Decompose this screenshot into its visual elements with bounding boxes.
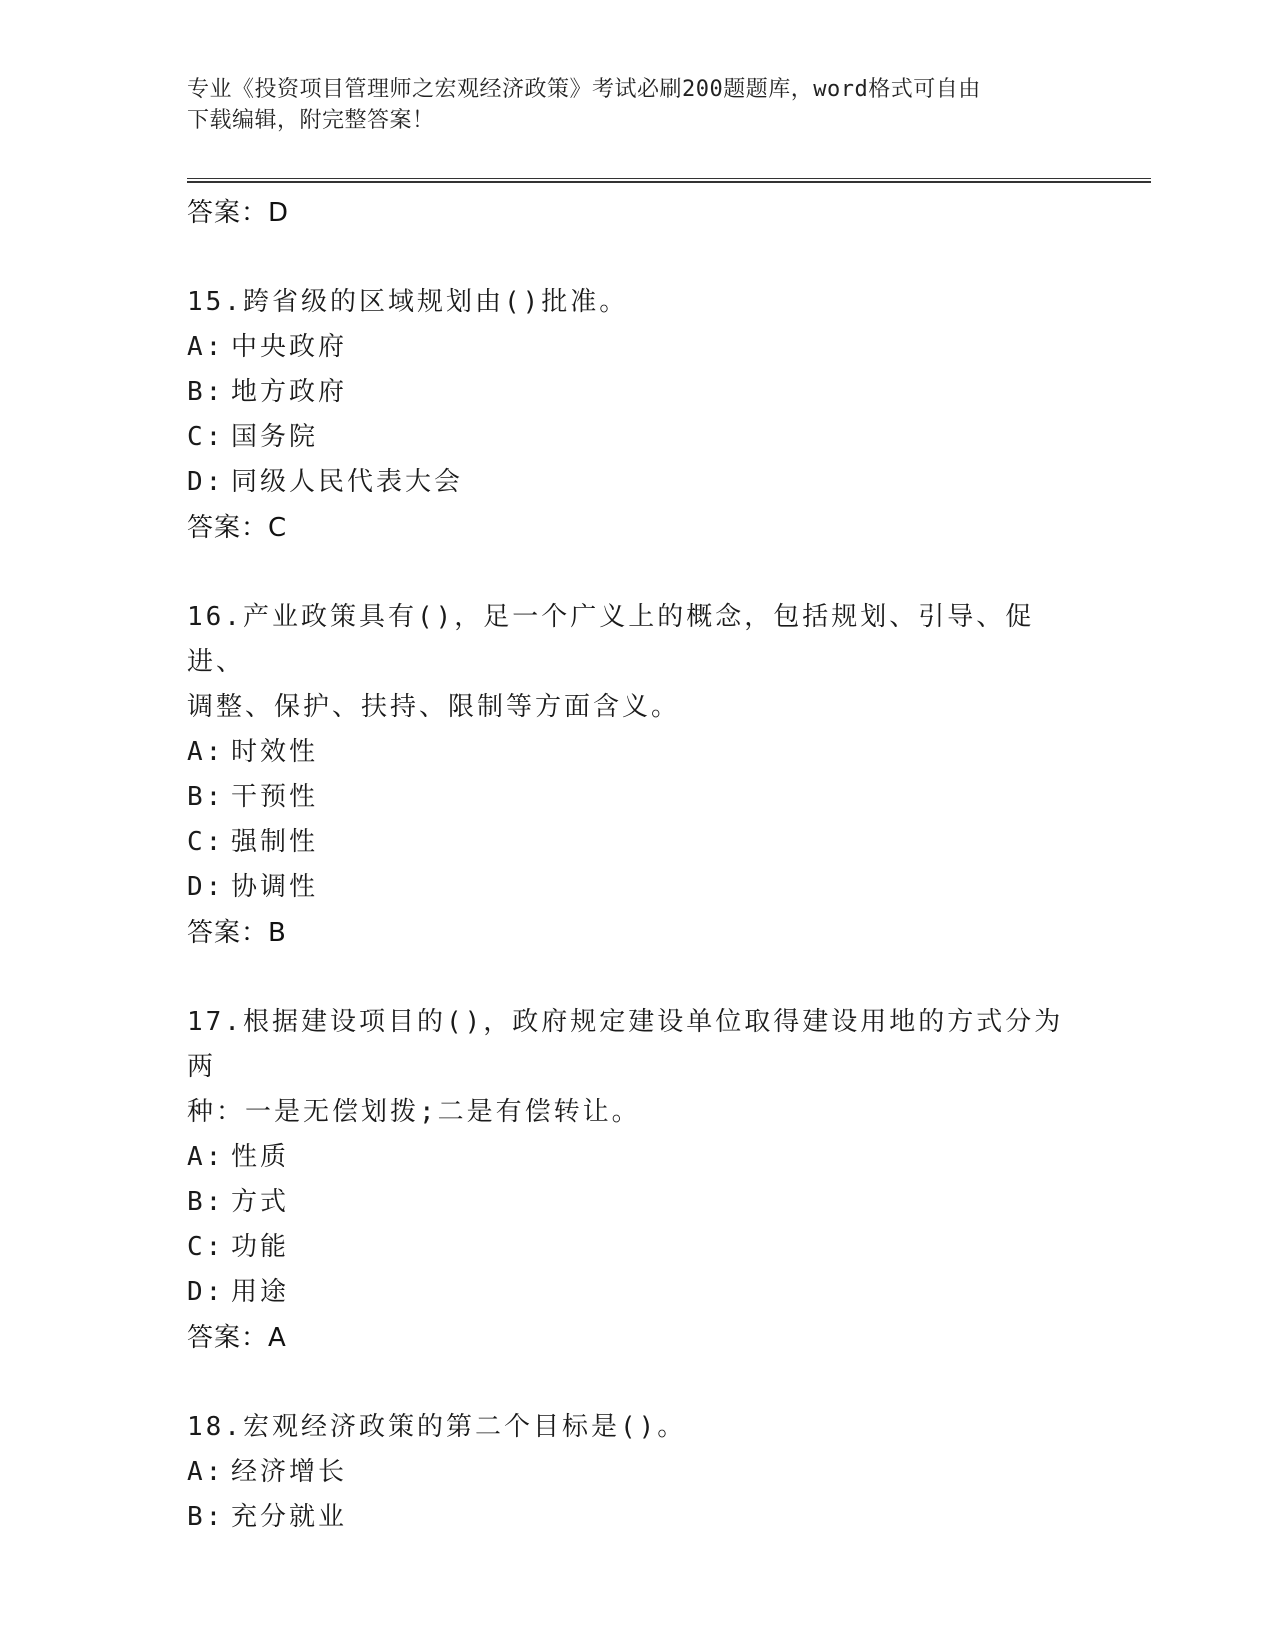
option-letter: B: bbox=[187, 1502, 225, 1532]
option-text: 国务院 bbox=[231, 422, 319, 452]
option-c bbox=[187, 415, 1087, 460]
option-letter: A: bbox=[187, 1457, 225, 1487]
option-letter: D: bbox=[187, 467, 225, 497]
option-text: 协调性 bbox=[231, 872, 319, 902]
option-letter: B: bbox=[187, 1187, 225, 1217]
option-d bbox=[187, 460, 1087, 505]
option-text: 强制性 bbox=[231, 827, 319, 857]
question-text: 17.根据建设项目的()，政府规定建设单位取得建设用地的方式分为两 bbox=[187, 1007, 1064, 1082]
option-letter: D: bbox=[187, 1277, 225, 1307]
option-d bbox=[187, 1270, 1087, 1315]
question-text-continued: 种：一是无偿划拨;二是有偿转让。 bbox=[187, 1097, 641, 1127]
option-b bbox=[187, 775, 1087, 820]
question-15 bbox=[187, 280, 1087, 551]
option-text: 方式 bbox=[231, 1187, 290, 1217]
option-text: 中央政府 bbox=[231, 332, 348, 362]
option-c bbox=[187, 1225, 1087, 1270]
option-a bbox=[187, 1135, 1087, 1180]
option-text: 同级人民代表大会 bbox=[231, 467, 464, 497]
option-a bbox=[187, 730, 1087, 775]
previous-answer: 答案：D bbox=[187, 198, 290, 228]
option-letter: A: bbox=[187, 332, 225, 362]
option-text: 用途 bbox=[231, 1277, 290, 1307]
option-a bbox=[187, 325, 1087, 370]
question-17 bbox=[187, 1000, 1087, 1361]
option-letter: B: bbox=[187, 782, 225, 812]
option-b bbox=[187, 1180, 1087, 1225]
option-letter: A: bbox=[187, 1142, 225, 1172]
question-18 bbox=[187, 1405, 1087, 1540]
option-letter: C: bbox=[187, 422, 225, 452]
option-b bbox=[187, 370, 1087, 415]
option-text: 经济增长 bbox=[231, 1457, 348, 1487]
question-text-continued: 调整、保护、扶持、限制等方面含义。 bbox=[187, 692, 681, 722]
header-divider bbox=[187, 178, 1151, 183]
option-text: 时效性 bbox=[231, 737, 319, 767]
option-d bbox=[187, 865, 1087, 910]
question-16 bbox=[187, 595, 1087, 956]
option-letter: C: bbox=[187, 827, 225, 857]
option-text: 地方政府 bbox=[231, 377, 348, 407]
option-text: 充分就业 bbox=[231, 1502, 348, 1532]
option-letter: B: bbox=[187, 377, 225, 407]
question-list bbox=[187, 190, 1087, 1540]
option-letter: D: bbox=[187, 872, 225, 902]
option-letter: A: bbox=[187, 737, 225, 767]
option-b bbox=[187, 1495, 1087, 1540]
document-header bbox=[187, 74, 1067, 136]
answer-line: 答案：C bbox=[187, 513, 288, 543]
question-text: 15.跨省级的区域规划由()批准。 bbox=[187, 287, 629, 317]
question-text: 16.产业政策具有()，足一个广义上的概念，包括规划、引导、促进、 bbox=[187, 602, 1035, 677]
option-letter: C: bbox=[187, 1232, 225, 1262]
question-text: 18.宏观经济政策的第二个目标是()。 bbox=[187, 1412, 687, 1442]
option-a bbox=[187, 1450, 1087, 1495]
header-line-1: 专业《投资项目管理师之宏观经济政策》考试必刷200题题库，word格式可自由 bbox=[187, 77, 981, 102]
header-line-2: 下载编辑，附完整答案！ bbox=[187, 108, 435, 133]
option-c bbox=[187, 820, 1087, 865]
option-text: 性质 bbox=[231, 1142, 290, 1172]
option-text: 功能 bbox=[231, 1232, 290, 1262]
answer-line: 答案：B bbox=[187, 918, 287, 948]
option-text: 干预性 bbox=[231, 782, 319, 812]
answer-line: 答案：A bbox=[187, 1323, 287, 1353]
